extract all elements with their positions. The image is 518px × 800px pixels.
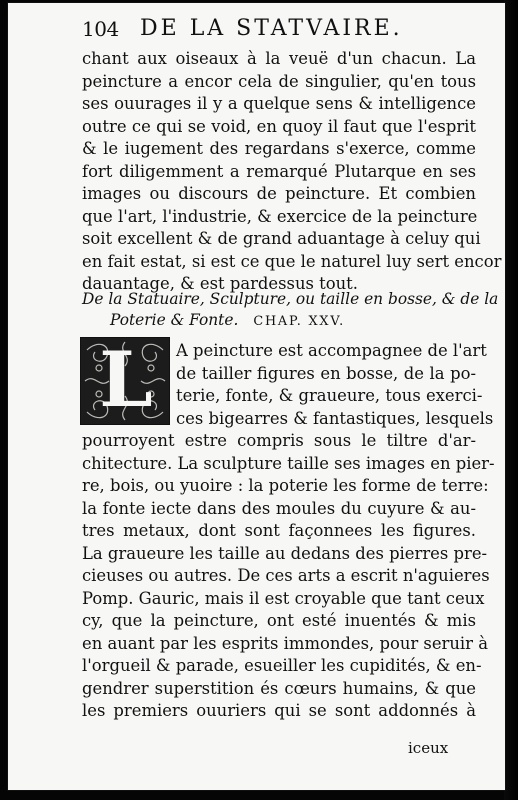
text-line: soit excellent & de grand aduantage à celuy qui [82, 229, 481, 248]
chapter-text-block [82, 337, 495, 723]
text-line: en fait estat, si est ce que le naturel luy sert encor [82, 251, 502, 271]
running-head [82, 16, 478, 46]
chapter-heading-text: Poterie & Fonte. [110, 311, 239, 329]
chapter-label: CHAP. XXV. [253, 314, 346, 329]
text-line: cieuses ou autres. De ces arts a escrit n'aguieres [82, 566, 490, 585]
text-line: pourroyent estre compris sous le tiltre d'ar- [82, 431, 476, 450]
text-line: re, bois, ou yuoire : la poterie les forme de terre: [82, 476, 489, 495]
running-title: DE LA STATVAIRE. [140, 16, 403, 41]
text-line: cy, que la peincture, ont esté inuentés & mis [82, 611, 476, 630]
opening-text-block [82, 48, 502, 296]
chapter-heading-line-1: De la Statuaire, Sculpture, ou taille en bosse, & de la [82, 290, 499, 308]
text-line: ses ouurages il y a quelque sens & intelligence [82, 94, 476, 113]
text-line: de tailler figures en bosse, de la po- [176, 363, 476, 383]
text-line: terie, fonte, & graueure, tous exerci- [176, 386, 483, 405]
text-line: ces bigearres & fantastiques, lesquels [176, 408, 494, 428]
drop-cap-letter: L [99, 337, 153, 424]
text-line: fort diligemment a remarqué Plutarque en ses [82, 161, 476, 181]
text-line: la fonte iecte dans des moules du cuyure & au- [82, 498, 476, 518]
text-line: chitecture. La sculpture taille ses images en pier- [82, 453, 495, 473]
text-line: gendrer superstition és cœurs humains, & que [82, 678, 476, 698]
chapter-heading [82, 289, 499, 331]
text-line: chant aux oiseaux à la veuë d'un chacun. La [82, 49, 476, 68]
chapter-heading-line-2 [82, 310, 476, 331]
text-line: que l'art, l'industrie, & exercice de la peincture [82, 206, 478, 226]
book-page [8, 3, 505, 790]
text-line: outre ce qui se void, en quoy il faut que l'esprit [82, 116, 476, 136]
page-number: 104 [82, 17, 119, 41]
text-line: A peincture est accompagnee de l'art [176, 341, 487, 360]
text-line: & le iugement des regardans s'exerce, comme [82, 139, 476, 158]
catchword: iceux [408, 739, 449, 757]
text-line: tres metaux, dont sont façonnees les figures. [82, 521, 476, 540]
text-line: dauantage, & est pardessus tout. [82, 274, 358, 293]
text-line: peincture a encor cela de singulier, qu'en tous [82, 71, 476, 91]
text-line: l'orgueil & parade, esueiller les cupidités, & en- [82, 656, 482, 675]
text-line: en auant par les esprits immondes, pour seruir à [82, 633, 488, 653]
text-line: Pomp. Gauric, mais il est croyable que tant ceux [82, 588, 485, 608]
scan-edge [504, 0, 518, 800]
text-line: images ou discours de peincture. Et combien [82, 184, 476, 203]
text-line: La graueure les taille au dedans des pierres pre- [82, 543, 488, 563]
text-line: les premiers ouuriers qui se sont addonnés à [82, 701, 476, 720]
